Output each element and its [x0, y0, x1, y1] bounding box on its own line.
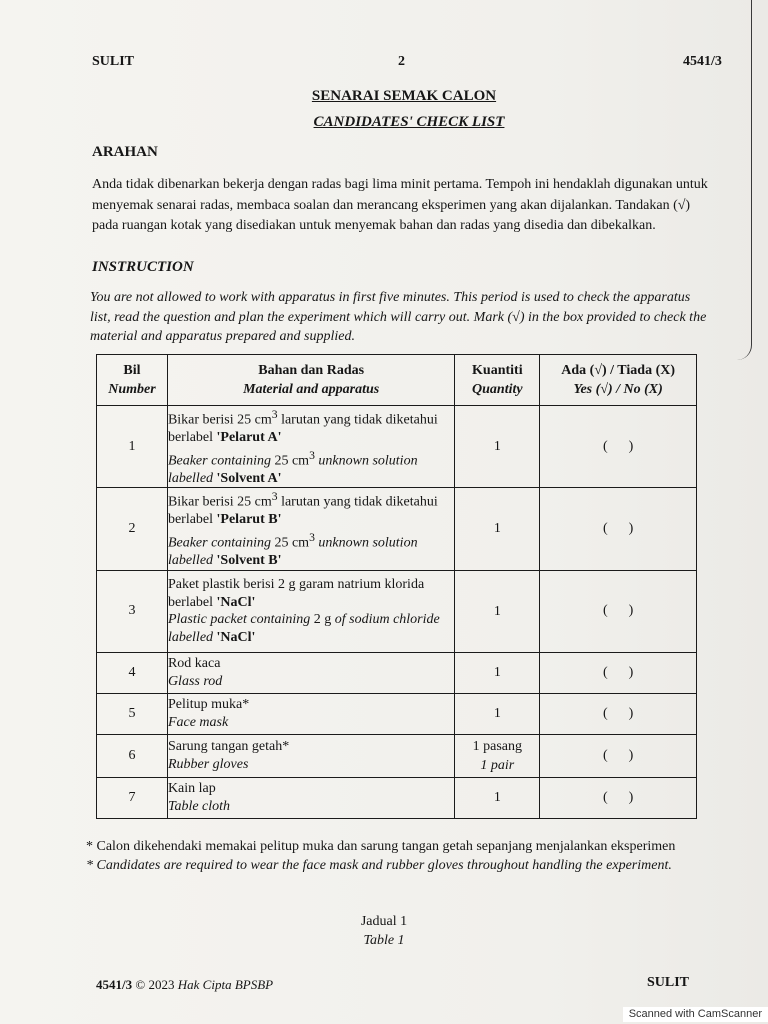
- header-ada: [540, 355, 697, 406]
- check-box[interactable]: ( ): [540, 777, 697, 818]
- item-quantity-cell: [455, 570, 540, 652]
- table-caption: [0, 912, 768, 950]
- footer-code: 4541/3: [96, 977, 133, 992]
- table-row: [97, 652, 697, 693]
- item-number: 2: [97, 488, 168, 570]
- item-unit-sup-en: 3: [309, 448, 315, 462]
- caption-malay: Jadual 1: [360, 914, 408, 929]
- scanner-watermark: Scanned with CamScanner: [623, 1007, 768, 1022]
- note-malay: * Calon dikehendaki memakai pelitup muka dan sarung tangan getah sepanjang menjalankan eksperimen: [86, 839, 676, 854]
- item-quantity-cell: [455, 488, 540, 570]
- item-name-en: Rubber gloves: [167, 756, 249, 772]
- check-box[interactable]: ( ): [540, 488, 697, 570]
- header-bil-ms: Bil: [123, 363, 141, 378]
- item-quantity-cell: [455, 406, 540, 488]
- item-label-en: 'Solvent B': [216, 553, 282, 569]
- item-quantity-cell: [455, 652, 540, 693]
- item-quantity-en: 1 pair: [480, 757, 515, 773]
- item-description: [167, 734, 454, 777]
- item-description: [167, 406, 454, 488]
- caption-english: Table 1: [363, 933, 405, 948]
- item-label-en: 'NaCl': [216, 629, 256, 645]
- header-kuantiti-en: Quantity: [472, 382, 523, 397]
- item-name-en: Table cloth: [167, 798, 231, 814]
- item-name-ms: Kain lap: [167, 781, 216, 797]
- footer-copyright: [96, 977, 273, 993]
- table-row: [97, 488, 697, 570]
- item-name-ms-cont: larutan yang tidak diketahui berlabel: [167, 412, 438, 446]
- item-label-ms: 'Pelarut B': [216, 512, 282, 528]
- check-box[interactable]: ( ): [540, 406, 697, 488]
- item-description: [167, 693, 454, 734]
- item-number: 4: [97, 652, 168, 693]
- item-name-en-cont: of sodium chloride labelled: [167, 612, 440, 645]
- header-kuantiti-ms: Kuantiti: [472, 363, 523, 378]
- note-english: * Candidates are required to wear the face mask and rubber gloves throughout handling the experiment.: [86, 858, 672, 873]
- arahan-text: Anda tidak dibenarkan bekerja dengan radas bagi lima minit pertama. Tempoh ini hendaklah digunakan untuk menyemak senarai radas, membaca soalan dan merancang eksperimen yang akan dijalankan. Tandakan (√) pada ruangan kotak yang disediakan untuk menyemak bahan dan radas yang disedia dan dibekalkan.: [92, 177, 708, 233]
- table-row: [97, 570, 697, 652]
- item-description: [167, 570, 454, 652]
- table-row: [97, 777, 697, 818]
- checklist-table: [96, 354, 697, 819]
- item-unit-sup: 3: [271, 408, 278, 421]
- check-box[interactable]: ( ): [540, 693, 697, 734]
- item-name-ms: Pelitup muka*: [167, 697, 250, 713]
- table-row: [97, 734, 697, 777]
- item-quantity: 1 pasang: [472, 738, 523, 754]
- check-box[interactable]: ( ): [540, 652, 697, 693]
- item-name-en: Beaker containing: [167, 535, 275, 551]
- header-bil-en: Number: [108, 382, 156, 397]
- header-bahan-en: Material and apparatus: [243, 382, 380, 397]
- page-number: 2: [398, 54, 405, 69]
- item-quantity: 1: [493, 439, 501, 455]
- item-name-en: Beaker containing: [167, 453, 275, 469]
- footer-year: © 2023: [132, 977, 178, 992]
- header-bahan: [167, 355, 454, 406]
- instruction-heading: INSTRUCTION: [92, 259, 194, 275]
- instruction-text: You are not allowed to work with apparatus in first five minutes. This period is used to check the apparatus list, read the question and plan the experiment which will carry out. Mark (√) in the box provided to check the material and apparatus prepared and supplied.: [90, 290, 707, 344]
- item-description: [167, 777, 454, 818]
- notes: [86, 837, 712, 875]
- item-name-en-cont: unknown solution labelled: [167, 535, 418, 569]
- item-name-en-cont: unknown solution labelled: [167, 453, 418, 486]
- item-quantity-cell: [455, 777, 540, 818]
- item-quantity: 1: [493, 706, 501, 722]
- check-box[interactable]: ( ): [540, 570, 697, 652]
- item-name-en: Plastic packet containing: [167, 612, 314, 628]
- arahan-heading: ARAHAN: [92, 144, 158, 160]
- header-ada-ms: Ada (√) / Tiada (X): [561, 363, 676, 378]
- item-name-en: Glass rod: [167, 673, 223, 689]
- item-label-en: 'Solvent A': [216, 470, 282, 486]
- header-ada-en: Yes (√) / No (X): [573, 382, 663, 397]
- header-sulit: SULIT: [92, 54, 135, 69]
- item-quantity: 1: [493, 790, 501, 806]
- item-number: 7: [97, 777, 168, 818]
- item-number: 6: [97, 734, 168, 777]
- item-quantity: 1: [493, 521, 501, 537]
- item-description: [167, 488, 454, 570]
- header-bil: [97, 355, 168, 406]
- table-header-row: [97, 355, 697, 406]
- footer-owner: Hak Cipta BPSBP: [177, 977, 274, 992]
- title-english: CANDIDATES' CHECK LIST: [313, 114, 505, 130]
- item-quantity: 1: [493, 603, 501, 619]
- header-kuantiti: [455, 355, 540, 406]
- table-row: [97, 406, 697, 488]
- item-amount-en: 2 g: [313, 612, 332, 628]
- table-row: [97, 693, 697, 734]
- item-name-en: Face mask: [167, 714, 229, 730]
- header-bahan-ms: Bahan dan Radas: [258, 363, 365, 378]
- item-name-ms: Bikar berisi 25 cm: [167, 412, 272, 428]
- item-number: 1: [97, 406, 168, 488]
- item-quantity-cell: [455, 734, 540, 777]
- item-label-ms: 'NaCl': [216, 594, 256, 610]
- page-edge-curl: [737, 0, 752, 360]
- item-label-ms: 'Pelarut A': [216, 430, 282, 446]
- item-quantity: 1: [493, 665, 501, 681]
- paper-code: 4541/3: [683, 54, 722, 69]
- title-malay: SENARAI SEMAK CALON: [311, 88, 497, 104]
- item-name-ms: Rod kaca: [167, 656, 221, 672]
- item-amount-en: 25 cm: [274, 453, 310, 469]
- item-name-ms: Sarung tangan getah*: [167, 739, 290, 755]
- footer-sulit: SULIT: [647, 975, 690, 990]
- item-unit-sup: 3: [271, 490, 278, 504]
- item-name-ms-cont: larutan yang tidak diketahui berlabel: [167, 494, 438, 528]
- check-box[interactable]: ( ): [540, 734, 697, 777]
- item-number: 3: [97, 570, 168, 652]
- item-amount-en: 25 cm: [274, 535, 310, 551]
- item-name-ms: Paket plastik berisi 2 g garam natrium klorida berlabel: [167, 577, 425, 610]
- item-name-ms: Bikar berisi 25 cm: [167, 494, 272, 510]
- item-quantity-cell: [455, 693, 540, 734]
- item-unit-sup-en: 3: [309, 530, 315, 544]
- item-description: [167, 652, 454, 693]
- item-number: 5: [97, 693, 168, 734]
